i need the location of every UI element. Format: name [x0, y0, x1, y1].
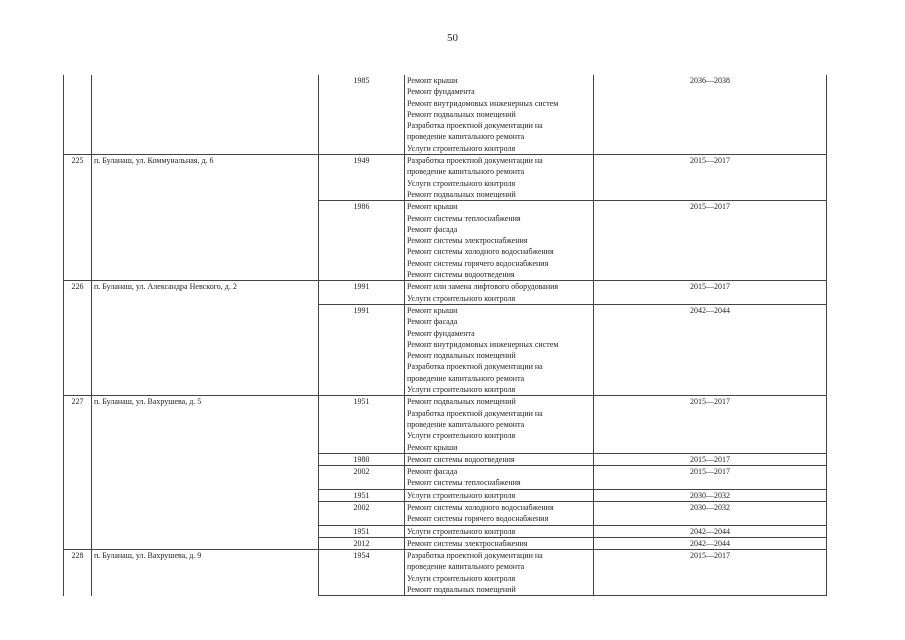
work-item: Услуги строительного контроля — [407, 490, 516, 500]
work-item: Разработка проектной документации на — [407, 121, 543, 131]
address-cell: п. Буланаш, ул. Вахрушева, д. 5 — [92, 396, 319, 550]
work-item: Ремонт подвальных помещений — [407, 189, 516, 199]
table-row — [64, 75, 827, 155]
works-cell — [405, 550, 594, 596]
work-item: Ремонт фасада — [407, 224, 458, 234]
work-item: Ремонт крыши — [407, 442, 458, 452]
house-number-cell: 226 — [64, 281, 92, 396]
work-item: Ремонт фасада — [407, 317, 458, 327]
works-cell — [405, 501, 594, 525]
address-cell: п. Буланаш, ул. Александра Невского, д. 2 — [92, 281, 319, 396]
work-item: проведение капитального ремонта — [407, 167, 525, 177]
year-cell: 1980 — [319, 453, 405, 465]
work-item: Ремонт крыши — [407, 76, 458, 85]
period-cell: 2042—2044 — [594, 525, 827, 537]
work-item: Услуги строительного контроля — [407, 573, 516, 583]
work-item: Разработка проектной документации на — [407, 408, 543, 418]
year-cell: 2002 — [319, 501, 405, 525]
period-cell: 2015—2017 — [594, 281, 827, 305]
works-cell — [405, 281, 594, 305]
work-item: Ремонт системы электроснабжения — [407, 236, 528, 246]
works-cell — [405, 525, 594, 537]
work-item: Ремонт крыши — [407, 305, 458, 315]
period-cell: 2030—2032 — [594, 501, 827, 525]
period-cell: 2015—2017 — [594, 453, 827, 465]
works-cell — [405, 201, 594, 281]
work-item: Разработка проектной документации на — [407, 362, 543, 372]
work-item: Услуги строительного контроля — [407, 178, 516, 188]
table-row — [64, 155, 827, 201]
work-item: Ремонт системы электроснабжения — [407, 538, 528, 548]
house-number-cell — [64, 75, 92, 155]
works-cell — [405, 75, 594, 155]
work-item: Ремонт системы холодного водоснабжения — [407, 247, 554, 257]
table-row — [64, 281, 827, 305]
year-cell: 1951 — [319, 489, 405, 501]
work-item: Ремонт системы горячего водоснабжения — [407, 514, 549, 524]
work-item: Услуги строительного контроля — [407, 143, 516, 153]
period-cell: 2015—2017 — [594, 155, 827, 201]
year-cell: 1949 — [319, 155, 405, 201]
work-item: Ремонт внутридомовых инженерных систем — [407, 98, 559, 108]
works-cell — [405, 396, 594, 453]
works-cell — [405, 304, 594, 395]
work-item: проведение капитального ремонта — [407, 562, 525, 572]
address-cell — [92, 75, 319, 155]
work-item: Ремонт фундамента — [407, 87, 475, 97]
year-cell: 1986 — [319, 201, 405, 281]
work-item: проведение капитального ремонта — [407, 373, 525, 383]
works-cell — [405, 155, 594, 201]
work-item: Услуги строительного контроля — [407, 385, 516, 395]
works-cell — [405, 453, 594, 465]
table-row — [64, 396, 827, 453]
period-cell: 2030—2032 — [594, 489, 827, 501]
work-item: Ремонт подвальных помещений — [407, 397, 516, 407]
year-cell: 1951 — [319, 525, 405, 537]
work-item: Ремонт системы водоотведения — [407, 454, 515, 464]
work-item: Ремонт подвальных помещений — [407, 109, 516, 119]
work-item: Ремонт внутридомовых инженерных систем — [407, 339, 559, 349]
page-number: 50 — [447, 32, 458, 44]
work-item: Разработка проектной документации на — [407, 551, 543, 561]
year-cell: 1991 — [319, 304, 405, 395]
period-cell: 2036—2038 — [594, 75, 827, 155]
address-cell: п. Буланаш, ул. Коммунальная, д. 6 — [92, 155, 319, 281]
work-item: Услуги строительного контроля — [407, 431, 516, 441]
work-item: Ремонт системы холодного водоснабжения — [407, 502, 554, 512]
work-item: Ремонт крыши — [407, 202, 458, 212]
work-item: Ремонт системы водоотведения — [407, 270, 515, 280]
house-number-cell: 228 — [64, 550, 92, 596]
house-number-cell: 227 — [64, 396, 92, 550]
works-cell — [405, 489, 594, 501]
period-cell: 2015—2017 — [594, 550, 827, 596]
year-cell: 1954 — [319, 550, 405, 596]
table-body — [64, 75, 827, 596]
capital-repair-table — [63, 75, 827, 596]
period-cell: 2015—2017 — [594, 466, 827, 490]
period-cell: 2042—2044 — [594, 537, 827, 549]
work-item: Ремонт подвальных помещений — [407, 585, 516, 595]
work-item: Ремонт фундамента — [407, 328, 475, 338]
work-item: Ремонт или замена лифтового оборудования — [407, 282, 559, 292]
work-item: Ремонт системы теплоснабжения — [407, 213, 521, 223]
year-cell: 1991 — [319, 281, 405, 305]
address-cell: п. Буланаш, ул. Вахрушева, д. 9 — [92, 550, 319, 596]
work-item: Ремонт системы теплоснабжения — [407, 478, 521, 488]
work-item: Ремонт системы горячего водоснабжения — [407, 258, 549, 268]
work-item: Ремонт подвальных помещений — [407, 351, 516, 361]
year-cell: 2002 — [319, 466, 405, 490]
year-cell: 2012 — [319, 537, 405, 549]
year-cell: 1951 — [319, 396, 405, 453]
house-number-cell: 225 — [64, 155, 92, 281]
work-item: Услуги строительного контроля — [407, 293, 516, 303]
work-item: Услуги строительного контроля — [407, 526, 516, 536]
work-item: Разработка проектной документации на — [407, 156, 543, 166]
table-row — [64, 550, 827, 596]
work-item: проведение капитального ремонта — [407, 419, 525, 429]
work-item: проведение капитального ремонта — [407, 132, 525, 142]
period-cell: 2015—2017 — [594, 201, 827, 281]
period-cell: 2015—2017 — [594, 396, 827, 453]
year-cell: 1985 — [319, 75, 405, 155]
works-cell — [405, 466, 594, 490]
work-item: Ремонт фасада — [407, 467, 458, 477]
works-cell — [405, 537, 594, 549]
period-cell: 2042—2044 — [594, 304, 827, 395]
